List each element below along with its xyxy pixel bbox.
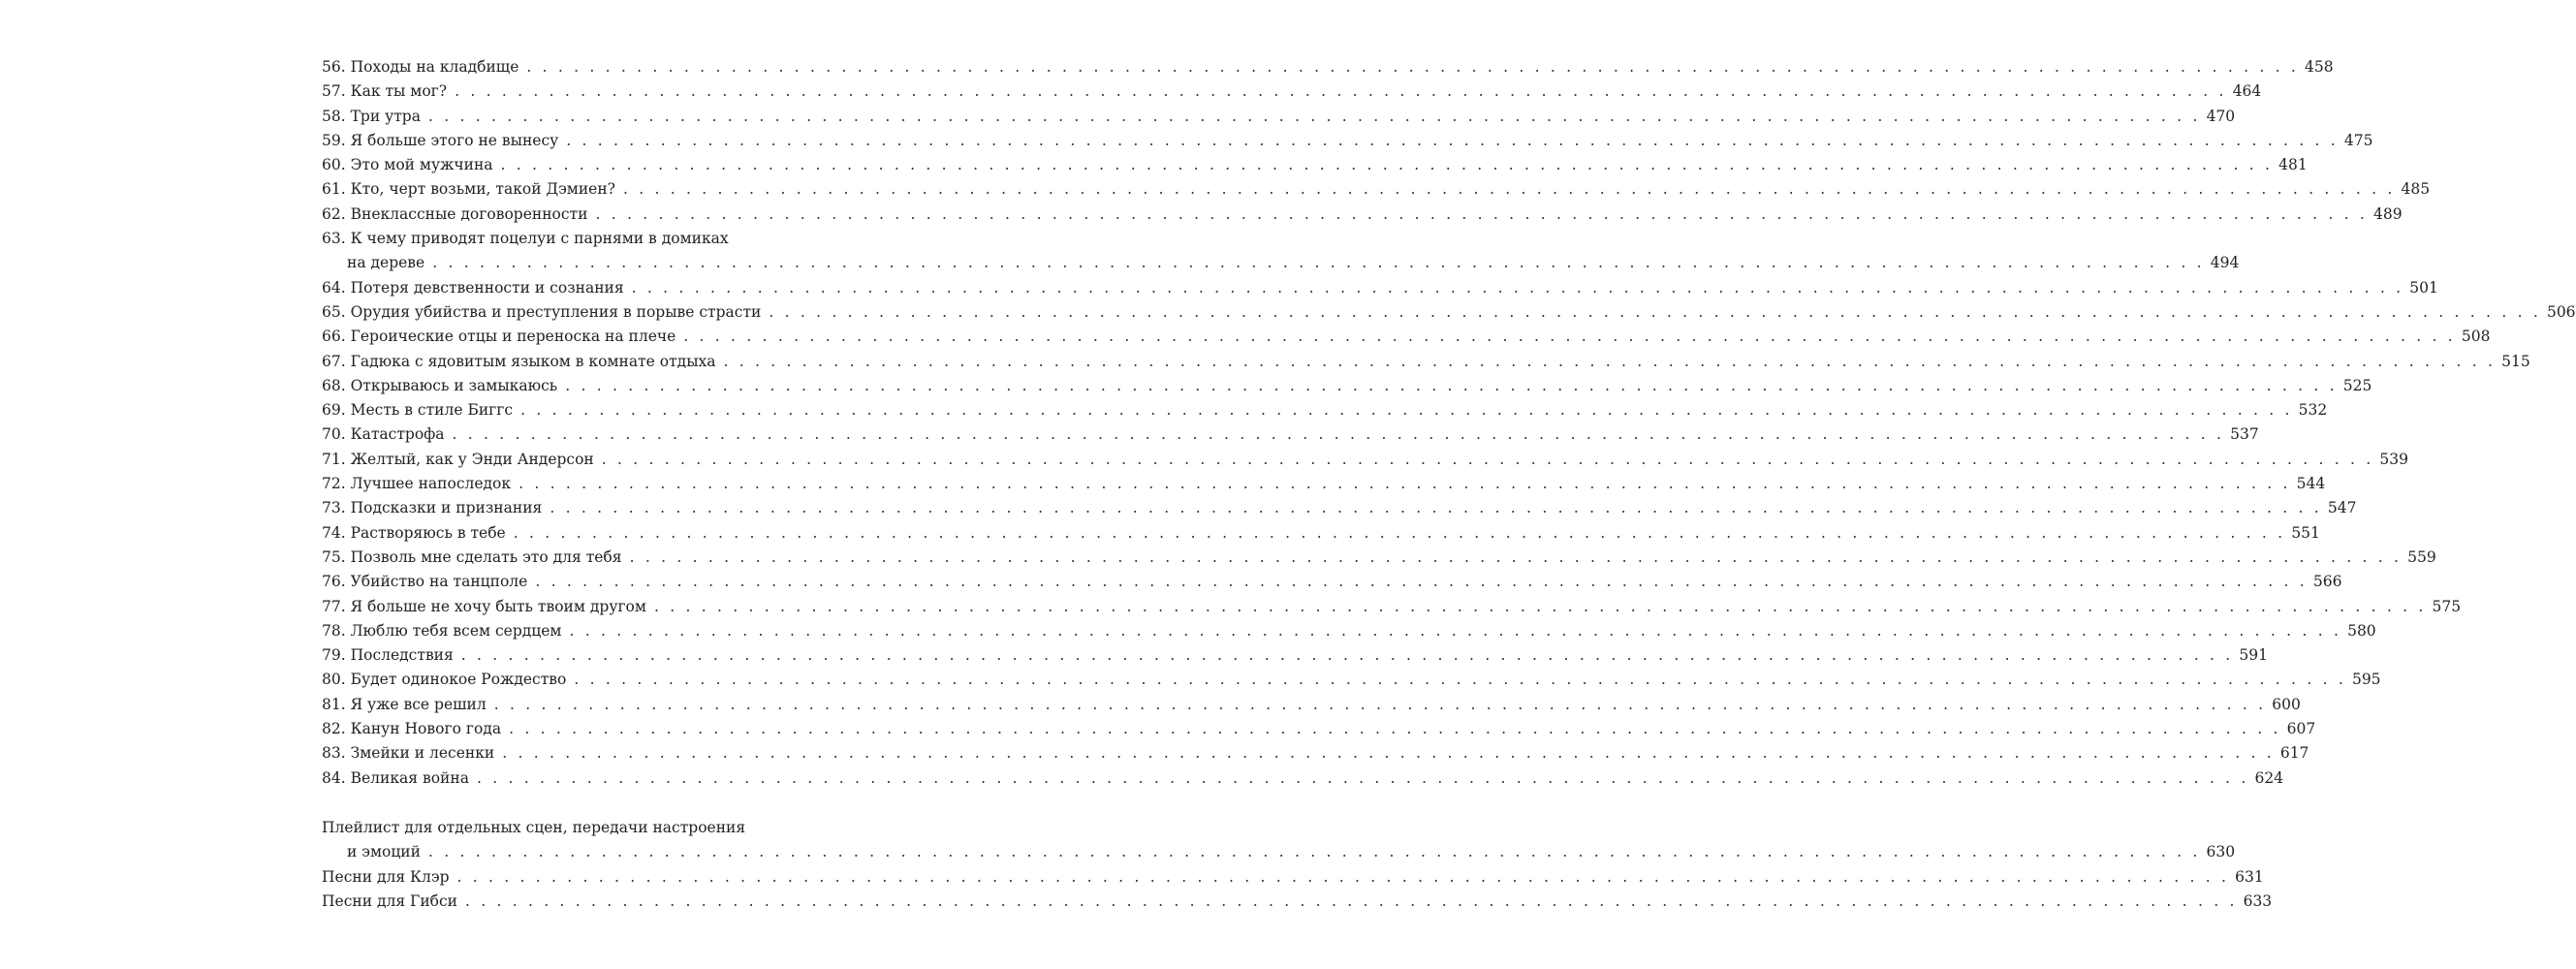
entry-last-line <box>322 350 2530 374</box>
chapter-number: 73. <box>322 499 346 517</box>
entry-title: Убийство на танцполе <box>350 573 528 591</box>
entry-title-line <box>322 374 557 398</box>
dot-leader <box>428 105 2201 129</box>
page-number: 501 <box>2409 278 2438 297</box>
dot-leader <box>518 472 2291 496</box>
page-number: 575 <box>2432 597 2462 615</box>
entry-title: Я больше этого не вынесу <box>350 131 559 149</box>
page-number: 607 <box>2286 720 2316 738</box>
toc-chapter-entry[interactable] <box>322 693 2301 717</box>
chapter-number: 69. <box>322 401 346 420</box>
page-number: 470 <box>2206 107 2236 125</box>
page-number: 508 <box>2461 328 2491 346</box>
dot-leader <box>501 153 2274 177</box>
entry-title-line <box>322 890 457 914</box>
dot-leader <box>465 890 2238 914</box>
chapter-number: 81. <box>322 695 346 713</box>
toc-chapter-entry[interactable] <box>322 472 2326 496</box>
entry-last-line <box>322 741 2309 766</box>
dot-leader <box>602 448 2374 472</box>
entry-title: Желтый, как у Энди Андерсон <box>350 450 594 468</box>
chapter-number: 79. <box>322 646 346 665</box>
entry-title-line <box>322 865 450 890</box>
page-number: 464 <box>2232 82 2262 101</box>
page-number: 481 <box>2278 156 2308 174</box>
appendix-list <box>322 816 2273 914</box>
entry-title: Канун Нового года <box>350 720 502 738</box>
chapter-number: 72. <box>322 475 346 493</box>
chapter-number: 57. <box>322 82 346 101</box>
dot-leader <box>565 374 2338 398</box>
entry-title: Я уже все решил <box>350 695 487 713</box>
toc-chapter-entry[interactable] <box>322 374 2372 398</box>
dot-leader <box>632 276 2404 300</box>
entry-last-line <box>322 643 2268 668</box>
dot-leader <box>769 300 2541 325</box>
toc-chapter-entry[interactable] <box>322 570 2342 594</box>
entry-title-line <box>322 693 487 717</box>
entry-last-line <box>322 448 2408 472</box>
dot-leader <box>630 546 2403 570</box>
toc-chapter-entry[interactable] <box>322 619 2376 643</box>
dot-leader <box>461 643 2234 668</box>
entry-title: Подсказки и признания <box>350 499 543 517</box>
chapter-number: 83. <box>322 744 346 763</box>
dot-leader <box>494 693 2267 717</box>
page-number: 633 <box>2243 891 2273 910</box>
chapter-number: 63. <box>322 230 346 248</box>
page-number: 631 <box>2235 867 2264 886</box>
dot-leader <box>724 350 2497 374</box>
toc-chapter-entry[interactable] <box>322 643 2268 668</box>
entry-title-line <box>322 276 624 300</box>
toc-chapter-entry[interactable] <box>322 300 2576 325</box>
dot-leader <box>432 251 2205 275</box>
page-number: 630 <box>2206 843 2236 861</box>
entry-title-line <box>322 177 615 202</box>
toc-chapter-entry[interactable] <box>322 153 2308 177</box>
chapter-number: 59. <box>322 131 346 149</box>
page-number: 494 <box>2210 254 2240 272</box>
chapter-number: 84. <box>322 768 346 787</box>
entry-title: Месть в стиле Биггс <box>350 401 514 420</box>
entry-last-line <box>322 79 2262 104</box>
entry-title-line <box>322 422 445 447</box>
page-number: 624 <box>2254 768 2284 787</box>
page-number: 551 <box>2291 523 2320 542</box>
toc-chapter-entry[interactable] <box>322 766 2284 791</box>
page-number: 566 <box>2312 573 2342 591</box>
entry-title-line <box>322 496 542 520</box>
entry-title: Внеклассные договоренности <box>350 204 588 223</box>
entry-title: Это мой мужчина <box>350 156 493 174</box>
entry-title-continuation: и эмоций <box>347 843 421 861</box>
table-of-contents <box>322 55 2576 914</box>
entry-title-line <box>322 816 861 840</box>
entry-title: Я больше не хочу быть твоим другом <box>350 597 646 615</box>
page-number: 532 <box>2298 401 2328 420</box>
page-number: 580 <box>2347 621 2376 640</box>
dot-leader <box>428 840 2201 864</box>
entry-title: Змейки и лесенки <box>350 744 495 763</box>
entry-last-line <box>322 55 2334 79</box>
chapter-number: 77. <box>322 597 346 615</box>
entry-title: Катастрофа <box>350 425 445 444</box>
chapter-number: 75. <box>322 547 346 566</box>
entry-last-line <box>322 546 2436 570</box>
entry-title: К чему приводят поцелуи с парнями в домиках <box>350 230 729 248</box>
page-number: 595 <box>2351 671 2381 689</box>
page-number: 591 <box>2239 646 2268 665</box>
chapter-number: 65. <box>322 302 346 321</box>
entry-title-line <box>322 619 562 643</box>
dot-leader <box>623 177 2396 202</box>
entry-last-line <box>322 325 2491 349</box>
entry-title: Позволь мне сделать это для тебя <box>350 547 622 566</box>
entry-last-line <box>322 865 2264 890</box>
entry-title-line <box>322 129 558 153</box>
page-number: 559 <box>2407 547 2436 566</box>
toc-chapter-entry[interactable] <box>322 741 2309 766</box>
entry-title-line <box>322 668 566 692</box>
entry-title-line <box>322 766 469 791</box>
toc-chapter-entry[interactable] <box>322 398 2328 422</box>
entry-title-line <box>322 227 861 251</box>
toc-appendix-entry[interactable] <box>322 816 2236 865</box>
toc-chapter-entry[interactable] <box>322 521 2320 546</box>
toc-chapter-entry[interactable] <box>322 177 2431 202</box>
entry-title-line <box>322 325 675 349</box>
chapter-number: 67. <box>322 352 346 370</box>
entry-last-line <box>322 766 2284 791</box>
entry-title: Последствия <box>350 646 454 665</box>
dot-leader <box>457 865 2230 890</box>
toc-chapter-entry[interactable] <box>322 668 2381 692</box>
entry-last-line <box>322 668 2381 692</box>
entry-last-line <box>322 472 2326 496</box>
toc-chapter-entry[interactable] <box>322 203 2403 227</box>
chapter-number: 70. <box>322 425 346 444</box>
entry-title-line <box>322 521 506 546</box>
entry-title-line <box>322 79 447 104</box>
toc-chapter-entry[interactable] <box>322 105 2236 129</box>
entry-title-continuation: на дереве <box>347 254 425 272</box>
entry-title-line <box>322 570 527 594</box>
entry-last-line <box>322 276 2438 300</box>
entry-last-line <box>322 890 2273 914</box>
page-number: 617 <box>2279 744 2309 763</box>
page-number: 544 <box>2296 475 2326 493</box>
chapter-number: 82. <box>322 720 346 738</box>
page-number: 485 <box>2401 180 2431 199</box>
entry-last-line <box>322 619 2376 643</box>
entry-title: Три утра <box>350 107 421 125</box>
dot-leader <box>477 766 2249 791</box>
entry-last-line <box>322 300 2576 325</box>
entry-title-line <box>322 153 493 177</box>
entry-last-line <box>322 496 2357 520</box>
dot-leader <box>520 398 2293 422</box>
page-number: 537 <box>2230 425 2259 444</box>
page-number: 515 <box>2501 352 2530 370</box>
toc-chapter-entry[interactable] <box>322 717 2316 741</box>
chapter-list <box>322 55 2576 791</box>
entry-last-line <box>322 203 2403 227</box>
entry-title: Растворяюсь в тебе <box>350 523 506 542</box>
entry-last-line <box>322 570 2342 594</box>
dot-leader <box>683 325 2456 349</box>
page-number: 506 <box>2546 302 2576 321</box>
chapter-number: 68. <box>322 376 346 394</box>
page-number: 475 <box>2343 131 2373 149</box>
dot-leader <box>453 422 2225 447</box>
entry-last-line <box>322 398 2328 422</box>
dot-leader <box>550 496 2322 520</box>
entry-title: Как ты мог? <box>350 82 448 101</box>
entry-title: Будет одинокое Рождество <box>350 671 567 689</box>
entry-title: Песни для Клэр <box>322 867 450 886</box>
page-number: 539 <box>2379 450 2408 468</box>
entry-title: Кто, черт возьми, такой Дэмиен? <box>350 180 615 199</box>
toc-chapter-entry[interactable] <box>322 350 2530 374</box>
dot-leader <box>502 741 2275 766</box>
toc-appendix-entry[interactable] <box>322 865 2264 890</box>
entry-last-line <box>322 374 2372 398</box>
entry-title-line <box>322 546 622 570</box>
dot-leader <box>526 55 2299 79</box>
entry-title: Походы на кладбище <box>350 58 519 76</box>
entry-title: Плейлист для отдельных сцен, передачи настроения <box>322 818 746 836</box>
dot-leader <box>570 619 2342 643</box>
toc-chapter-entry[interactable] <box>322 422 2259 447</box>
entry-title-line <box>322 741 494 766</box>
entry-title-line <box>322 717 501 741</box>
chapter-number: 76. <box>322 573 346 591</box>
entry-last-line <box>322 717 2316 741</box>
chapter-number: 64. <box>322 278 346 297</box>
toc-chapter-entry[interactable] <box>322 546 2436 570</box>
toc-chapter-entry[interactable] <box>322 129 2373 153</box>
entry-last-line <box>322 251 2240 275</box>
chapter-number: 58. <box>322 107 346 125</box>
chapter-number: 80. <box>322 671 346 689</box>
entry-title-line <box>322 203 587 227</box>
entry-title-line <box>322 300 761 325</box>
toc-chapter-entry[interactable] <box>322 595 2462 619</box>
toc-chapter-entry[interactable] <box>322 227 2240 276</box>
dot-leader <box>654 595 2427 619</box>
entry-last-line <box>322 422 2259 447</box>
entry-last-line <box>322 840 2236 864</box>
entry-title: Открываюсь и замыкаюсь <box>350 376 558 394</box>
chapter-number: 61. <box>322 180 346 199</box>
chapter-number: 66. <box>322 328 346 346</box>
entry-last-line <box>322 595 2462 619</box>
chapter-number: 62. <box>322 204 346 223</box>
entry-title-line <box>322 472 511 496</box>
entry-last-line <box>322 105 2236 129</box>
entry-title-line <box>322 105 421 129</box>
entry-title: Люблю тебя всем сердцем <box>350 621 562 640</box>
entry-title-line <box>322 595 646 619</box>
entry-title: Героические отцы и переноска на плече <box>350 328 676 346</box>
entry-title: Гадюка с ядовитым языком в комнате отдыха <box>350 352 716 370</box>
page-number: 547 <box>2327 499 2357 517</box>
entry-title: Песни для Гибси <box>322 891 457 910</box>
toc-chapter-entry[interactable] <box>322 325 2491 349</box>
entry-last-line <box>322 521 2320 546</box>
toc-chapter-entry[interactable] <box>322 448 2408 472</box>
toc-chapter-entry[interactable] <box>322 55 2334 79</box>
entry-title-line <box>322 643 454 668</box>
toc-chapter-entry[interactable] <box>322 79 2262 104</box>
entry-title-line <box>322 448 594 472</box>
dot-leader <box>455 79 2227 104</box>
dot-leader <box>595 203 2368 227</box>
page-number: 525 <box>2342 376 2372 394</box>
section-spacer <box>322 791 861 816</box>
dot-leader <box>535 570 2308 594</box>
entry-title-line <box>322 398 513 422</box>
toc-chapter-entry[interactable] <box>322 276 2438 300</box>
entry-title-line <box>322 55 518 79</box>
entry-last-line <box>322 177 2431 202</box>
entry-title: Великая война <box>350 768 469 787</box>
entry-title-line <box>322 350 716 374</box>
entry-title: Лучшее напоследок <box>350 475 512 493</box>
chapter-number: 78. <box>322 621 346 640</box>
chapter-number: 71. <box>322 450 346 468</box>
page-number: 458 <box>2304 58 2334 76</box>
toc-chapter-entry[interactable] <box>322 496 2357 520</box>
dot-leader <box>566 129 2339 153</box>
page-number: 489 <box>2373 204 2403 223</box>
page-number: 600 <box>2272 695 2301 713</box>
entry-title: Потеря девственности и сознания <box>350 278 624 297</box>
entry-last-line <box>322 153 2308 177</box>
dot-leader <box>509 717 2281 741</box>
dot-leader <box>574 668 2346 692</box>
entry-title: Орудия убийства и преступления в порыве страсти <box>350 302 762 321</box>
dot-leader <box>514 521 2286 546</box>
chapter-number: 56. <box>322 58 346 76</box>
entry-last-line <box>322 129 2373 153</box>
chapter-number: 60. <box>322 156 346 174</box>
chapter-number: 74. <box>322 523 346 542</box>
toc-appendix-entry[interactable] <box>322 890 2273 914</box>
entry-last-line <box>322 693 2301 717</box>
